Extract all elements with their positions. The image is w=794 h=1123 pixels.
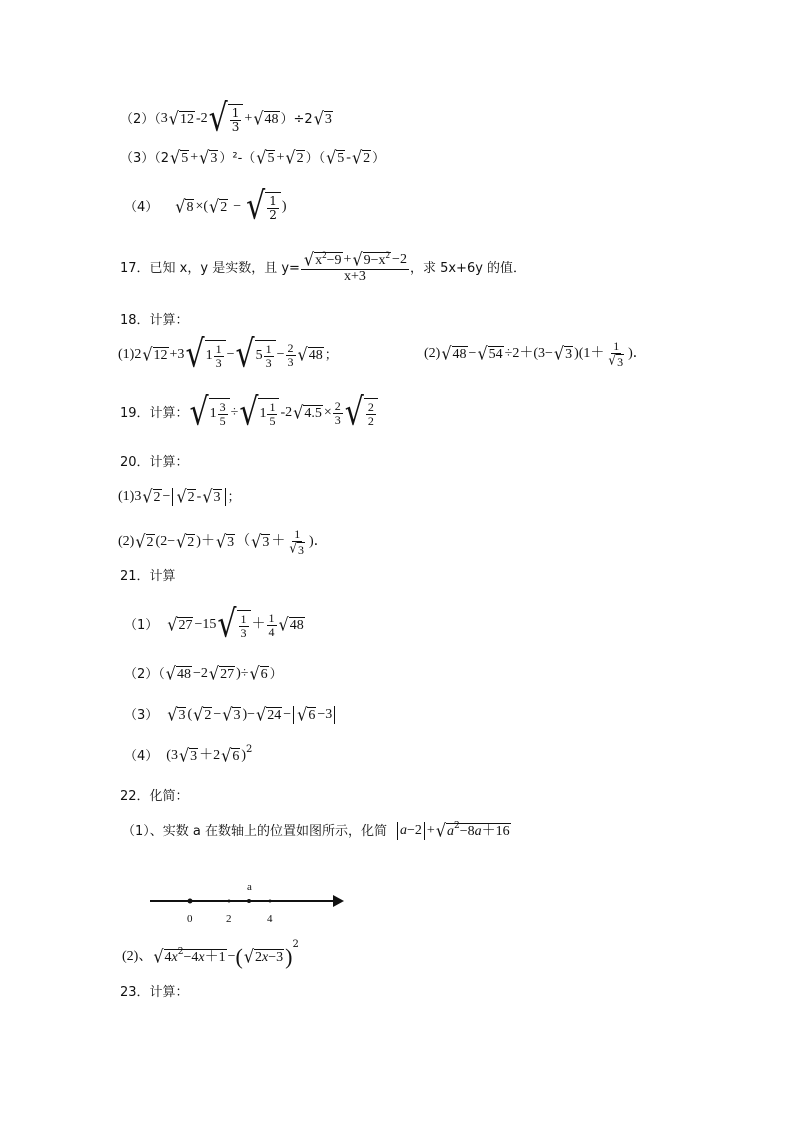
q17-fraction: √ x 2 −9 + √ 9−x 2 −2 x+3 bbox=[301, 252, 409, 284]
q16-part4: （4） √ 8 ×( √ 2 − √ $\frac{1}{2}$ ) bbox=[124, 184, 287, 229]
q22-title: 22．化简： bbox=[120, 789, 189, 804]
q19: 19．计算： √ 1 $\frac{3}{5}$ ÷ √ 1 $\frac{1}{5}$ -2 √ 4.5 × $\frac{2}{3}$ √ $\frac{2}{2}$ bbox=[120, 398, 379, 428]
sqrt-one-third: √ $\frac{1}{3}$ bbox=[209, 104, 244, 134]
tick-label-2: 2 bbox=[226, 913, 232, 925]
tick-label-0: 0 bbox=[187, 913, 193, 925]
q20-part2: (2) √ 2 (2− √ 2 )＋ √ 3 （ √ 3 ＋ 1 √ 3 )． bbox=[118, 527, 328, 557]
q21-part4: （4） (3 √ 3 ＋2 √ 6 ) 2 bbox=[124, 744, 253, 766]
q18-part2: (2) √ 48 − √ 54 ÷2＋(3− √ 3 )(1＋ 1 √ 3 )． bbox=[424, 339, 647, 369]
q21-part3: （3） √ 3 ( √ 2 − √ 3 )− √ 24 − √ 6 −3 bbox=[124, 706, 337, 724]
q18-part1: (1)2 √ 12 +3 √ 1 $\frac{1}{3}$ − √ 5 $\frac{1}{3}$ − $\frac{2}{3}$ √ 48 ； bbox=[118, 332, 338, 377]
q23-title: 23．计算： bbox=[120, 985, 189, 1000]
q21-part1: （1） √ 27 −15 √ $\frac{1}{3}$ ＋ $\frac{1}{4}$ √ 48 bbox=[124, 602, 304, 647]
q22-part2: (2)、 √ 4 x 2 −4 x ＋1 − ( √ 2 x −3 ) 2 bbox=[122, 939, 299, 969]
tick-label-4: 4 bbox=[267, 913, 273, 925]
sqrt-3: √ 3 bbox=[313, 108, 332, 129]
sqrt-12: √ 12 bbox=[168, 108, 194, 129]
q18-title: 18．计算： bbox=[120, 313, 189, 328]
number-line-point-label: a bbox=[247, 881, 252, 893]
q20-title: 20．计算： bbox=[120, 455, 189, 470]
q21-title: 21．计算 bbox=[120, 569, 176, 584]
sqrt-48: √ 48 bbox=[253, 108, 279, 129]
q16-part3: （3）（2 √ 5 + √ 3 ）²-（ √ 5 + √ 2 ）（ √ 5 - √ 2 ） bbox=[120, 147, 386, 168]
q16-p2-label: （2）（ bbox=[120, 111, 161, 127]
q22-part1: （1）、实数 a 在数轴上的位置如图所示，化简 a −2 + √ a 2 −8 a ＋16 bbox=[122, 820, 510, 841]
q17: 17．已知 x，y 是实数，且 y= √ x 2 −9 + √ 9−x 2 −2 x+3 ，求 5x+6y 的值． bbox=[120, 248, 527, 284]
q21-part2: （2）（ √ 48 −2 √ 27 )÷ √ 6 ） bbox=[124, 663, 283, 684]
number-line bbox=[140, 878, 360, 928]
q16-part2: （2）（ 3 √ 12 -2 √ $\frac{1}{3}$ + √ 48 ）÷2 √ 3 bbox=[120, 96, 332, 141]
q20-part1: (1)3 √ 2 − √ 2 - √ 3 ； bbox=[118, 486, 241, 507]
